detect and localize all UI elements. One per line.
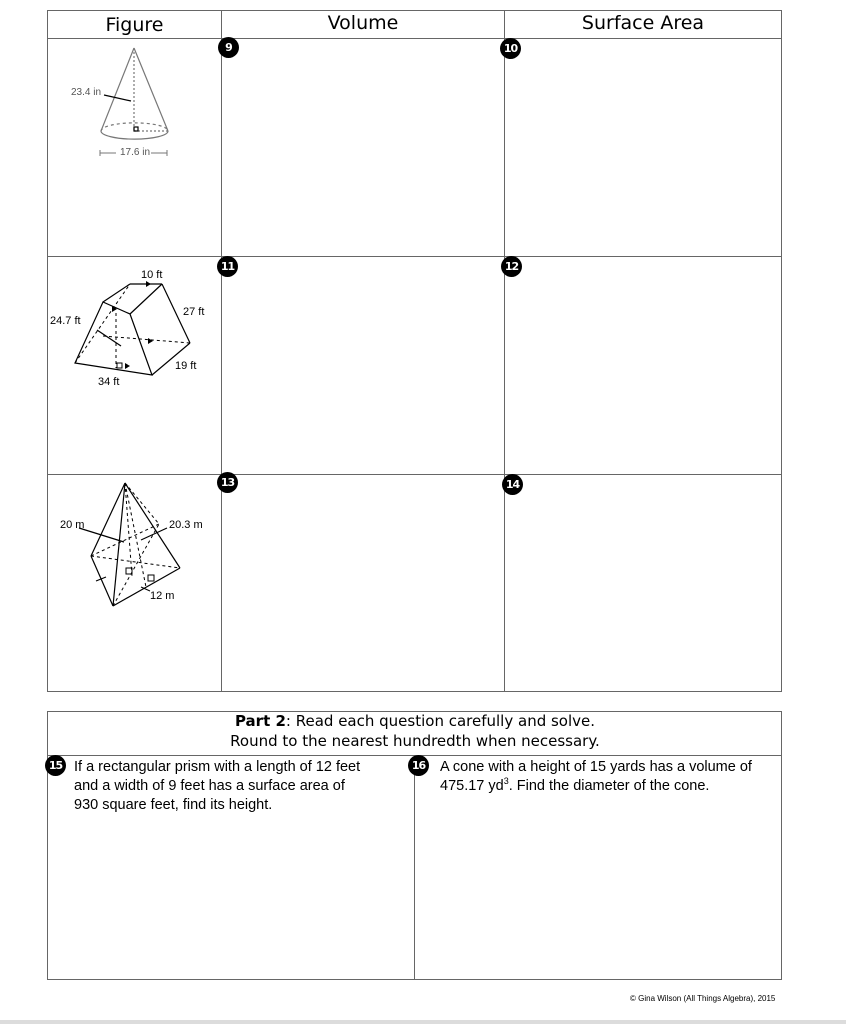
pyramid-slant-label: 20.3 m — [169, 519, 203, 531]
question-16-text — [440, 758, 780, 796]
prism-base-label: 34 ft — [98, 376, 120, 388]
prism-height-label: 24.7 ft — [50, 315, 81, 327]
problem-number-badge: 10 — [500, 38, 521, 59]
pyramid-height-label: 20 m — [60, 519, 85, 531]
header-surface-area: Surface Area — [581, 12, 705, 34]
question-16-line: A cone with a height of 15 yards has a volume of — [440, 759, 752, 775]
prism-slant-label: 27 ft — [183, 306, 205, 318]
header-figure: Figure — [105, 14, 164, 36]
question-15-line: and a width of 9 feet has a surface area of — [74, 778, 345, 794]
cone-slant-label: 23.4 in — [71, 87, 102, 98]
problem-number-badge: 11 — [217, 256, 238, 277]
problem-number-badge: 16 — [408, 755, 429, 776]
problem-number-badge: 12 — [501, 256, 522, 277]
part2-heading: Part 2: Read each question carefully and solve. — [234, 712, 596, 730]
bottom-divider — [0, 1020, 846, 1024]
part2-title: Part 2 — [234, 712, 286, 730]
problem-number-badge: 13 — [217, 472, 238, 493]
copyright-footer: © Gina Wilson (All Things Algebra), 2015 — [630, 994, 776, 1003]
part2-instruction-1: Read each question carefully and solve. — [295, 712, 596, 730]
question-15-line: If a rectangular prism with a length of 12 feet — [74, 759, 361, 775]
header-volume: Volume — [327, 12, 399, 34]
cone-diameter-label: 17.6 in — [120, 147, 151, 158]
question-15-line: 930 square feet, find its height. — [74, 797, 273, 813]
question-15-text — [74, 758, 404, 815]
question-16-line: 475.17 $yd^3$. Find the diameter of the cone. — [440, 776, 710, 794]
part2-instruction-2: Round to the nearest hundredth when necessary. — [230, 732, 600, 750]
problem-number-badge: 9 — [218, 37, 239, 58]
prism-top-label: 10 ft — [141, 269, 163, 281]
pyramid-base-label: 12 m — [150, 590, 175, 602]
problem-number-badge: 14 — [502, 474, 523, 495]
problem-number-badge: 15 — [45, 755, 66, 776]
prism-length-label: 19 ft — [175, 360, 197, 372]
